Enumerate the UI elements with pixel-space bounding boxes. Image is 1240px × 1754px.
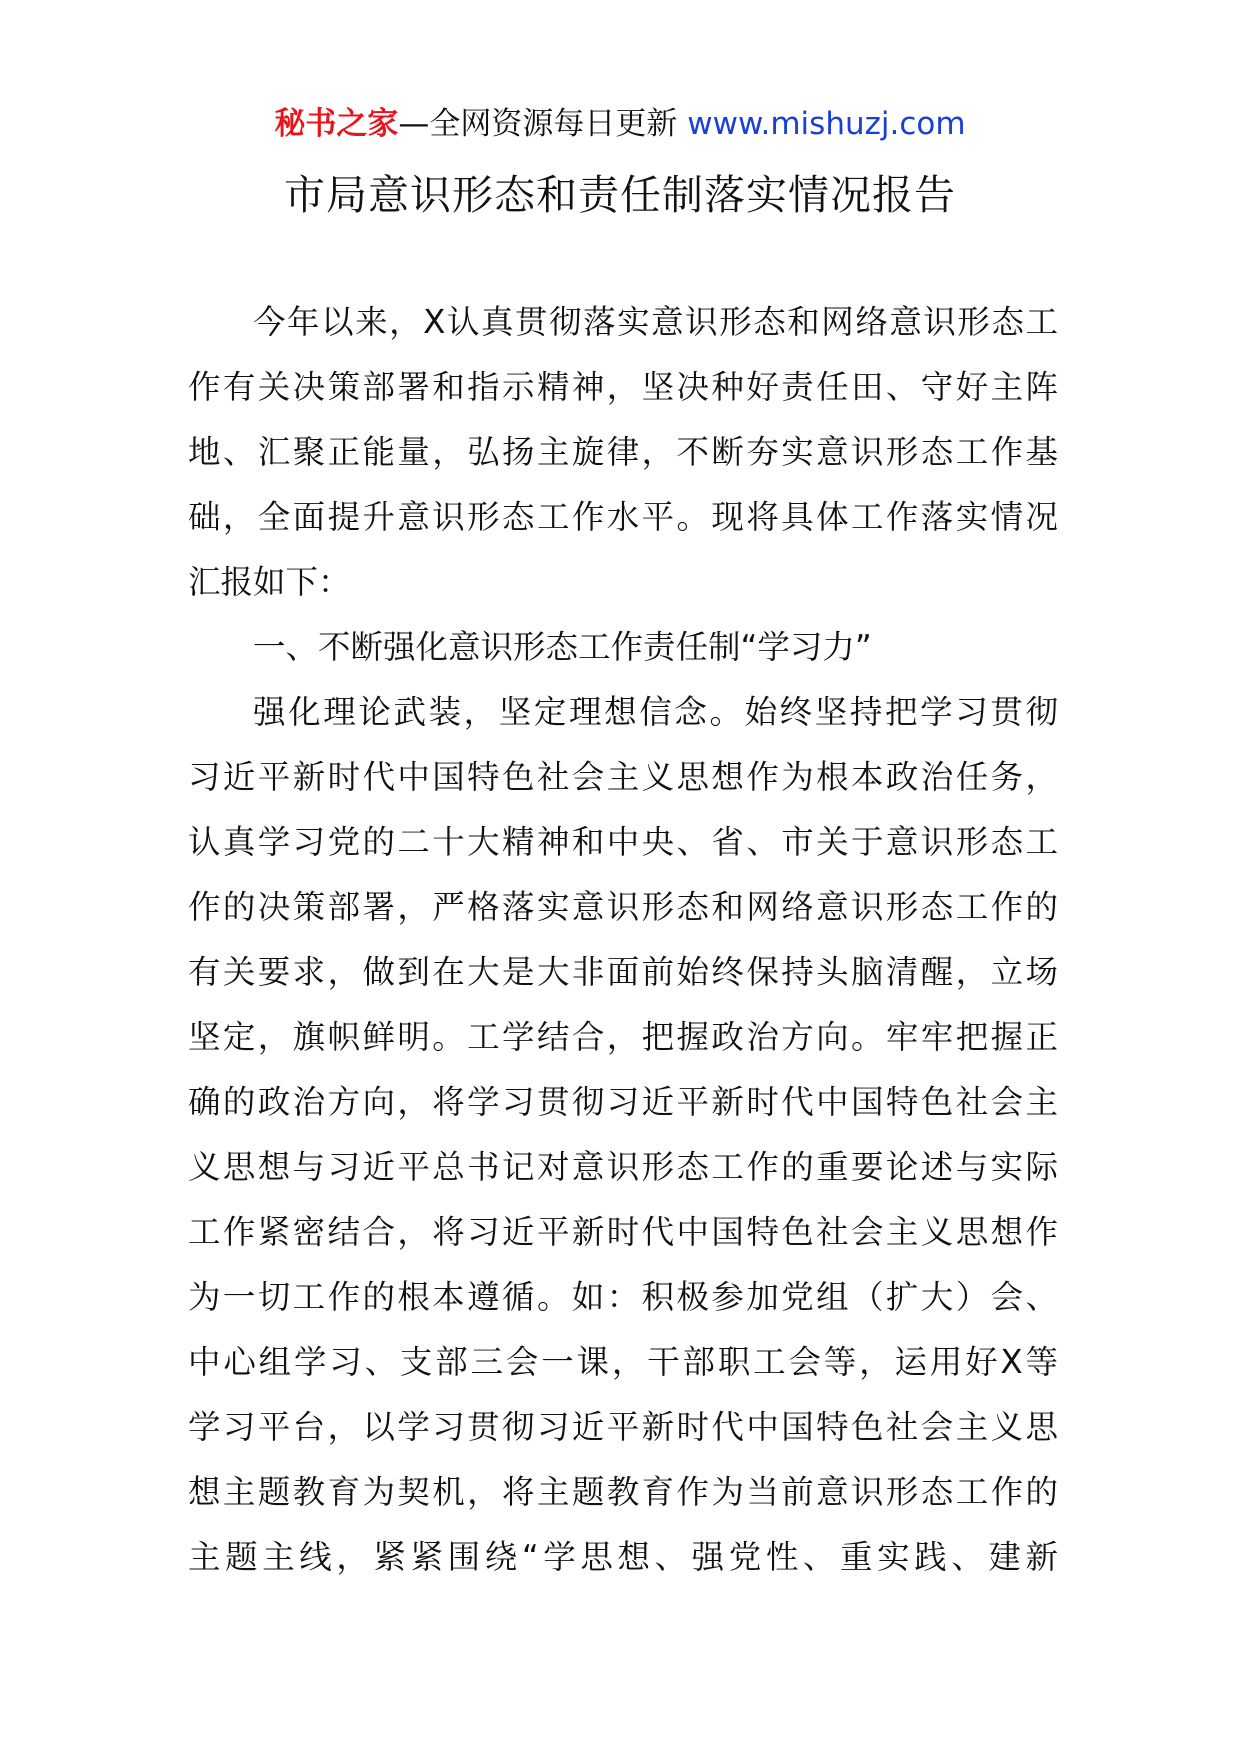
paragraph-line: 确的政治方向，将学习贯彻习近平新时代中国特色社会主 [188,1083,1058,1121]
paragraph-line: 中心组学习、支部三会一课，干部职工会等，运用好X等 [188,1343,1058,1381]
paragraph-line: 义思想与习近平总书记对意识形态工作的重要论述与实际 [188,1148,1058,1186]
banner-slogan: —全网资源每日更新 [398,106,688,142]
document-body [188,290,1058,1590]
paragraph-line: 汇报如下： [188,563,351,601]
paragraph-line: 主题主线，紧紧围绕“学思想、强党性、重实践、建新 [188,1538,1058,1576]
paragraph-line: 为一切工作的根本遵循。如：积极参加党组（扩大）会、 [188,1278,1058,1316]
paragraph-line: 强化理论武装，坚定理想信念。始终坚持把学习贯彻 [253,693,1058,731]
paragraph-line: 作有关决策部署和指示精神，坚决种好责任田、守好主阵 [188,368,1058,406]
header-banner [0,100,1240,148]
paragraph-line: 础，全面提升意识形态工作水平。现将具体工作落实情况 [188,498,1058,536]
paragraph-line: 习近平新时代中国特色社会主义思想作为根本政治任务， [188,758,1058,796]
document-title: 市局意识形态和责任制落实情况报告 [284,171,956,219]
banner-brand: 秘书之家 [274,106,399,142]
section-heading: 一、不断强化意识形态工作责任制“学习力” [253,628,872,666]
paragraph-line: 工作紧密结合，将习近平新时代中国特色社会主义思想作 [188,1213,1058,1251]
paragraph-line: 认真学习党的二十大精神和中央、省、市关于意识形态工 [188,823,1058,861]
paragraph-line: 想主题教育为契机，将主题教育作为当前意识形态工作的 [188,1473,1058,1511]
paragraph-line: 今年以来，X认真贯彻落实意识形态和网络意识形态工 [253,303,1058,341]
paragraph-line: 坚定，旗帜鲜明。工学结合，把握政治方向。牢牢把握正 [188,1018,1058,1056]
paragraph-line: 有关要求，做到在大是大非面前始终保持头脑清醒，立场 [188,953,1058,991]
banner-url-link[interactable]: www.mishuzj.com [687,106,966,142]
paragraph-line: 学习平台，以学习贯彻习近平新时代中国特色社会主义思 [188,1408,1058,1446]
paragraph-line: 作的决策部署，严格落实意识形态和网络意识形态工作的 [188,888,1058,926]
paragraph-line: 地、汇聚正能量，弘扬主旋律，不断夯实意识形态工作基 [188,433,1058,471]
